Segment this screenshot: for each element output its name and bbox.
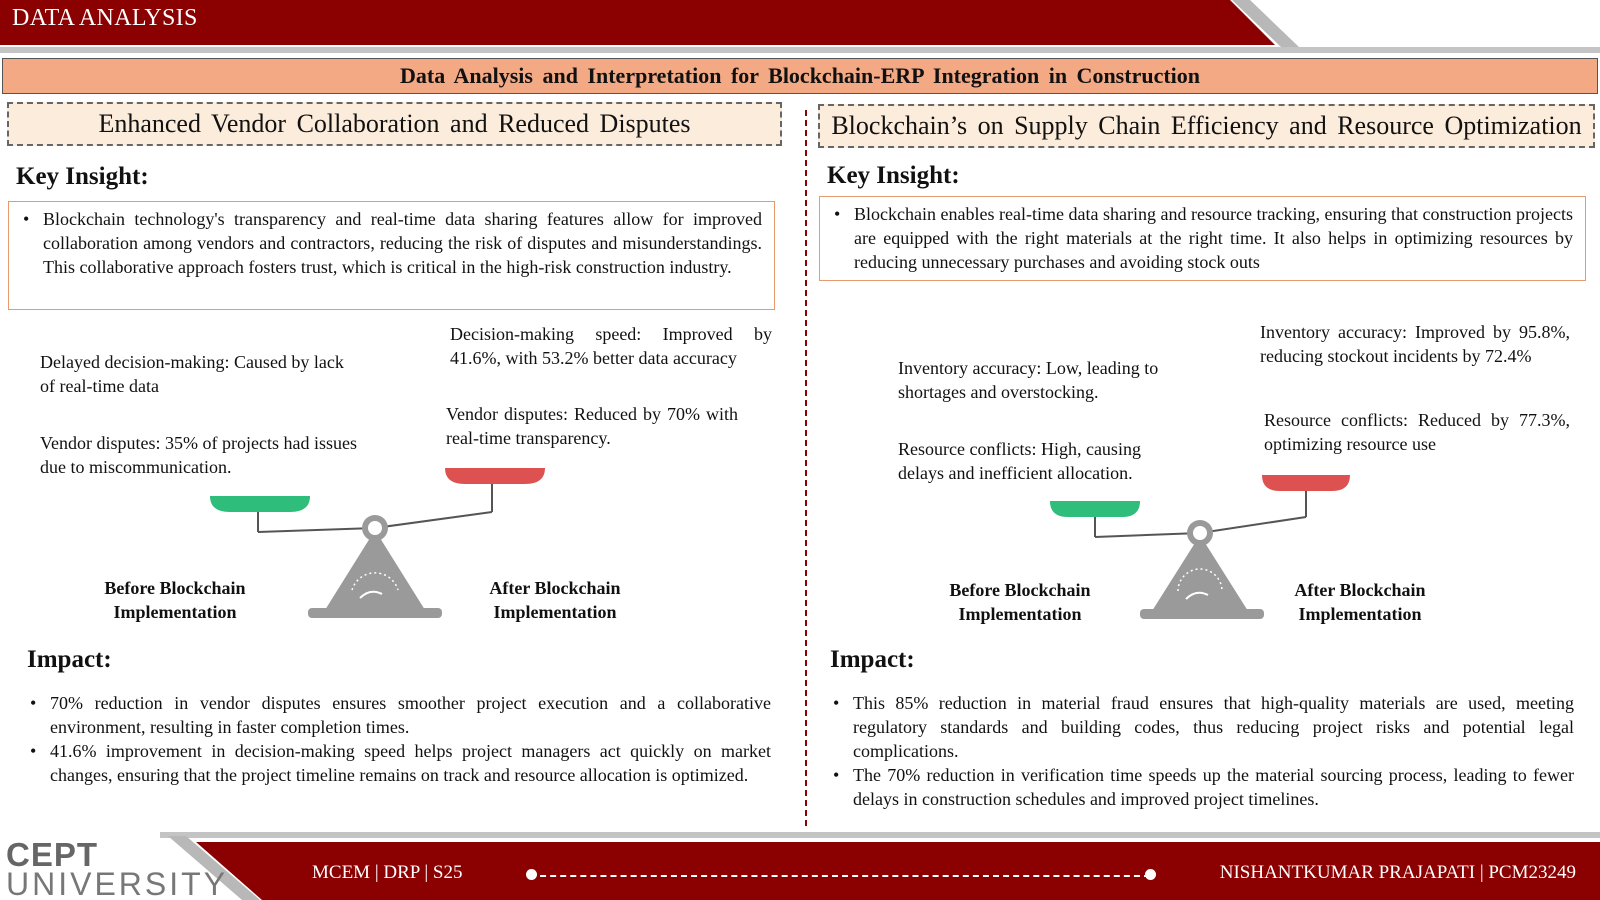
top-banner <box>0 0 1600 60</box>
timeline-line <box>530 875 1150 877</box>
column-divider <box>805 110 807 826</box>
logo-text-bottom: UNIVERSITY <box>6 866 229 900</box>
left-impact-title: Impact: <box>27 646 112 673</box>
right-after-label: After Blockchain Implementation <box>1294 580 1426 624</box>
right-key-insight-title: Key Insight: <box>827 162 960 189</box>
left-key-insight-text: • Blockchain technology's transparency and real-time data sharing features allow for improved collaboration among vendors and contractors, reducing the risk of disputes and misunderstandings. This collaborative approach fosters trust, which is critical in the high-risk construction industry. <box>21 207 762 279</box>
left-before-label: Before Blockchain Implementation <box>104 578 246 622</box>
right-before-label: Before Blockchain Implementation <box>949 580 1091 624</box>
list-item: • This 85% reduction in material fraud ensures that high-quality materials are used, meeting regulatory standards and building codes, thus reducing project risks and potential legal complications. <box>831 691 1574 763</box>
timeline-end-dot <box>1145 869 1156 880</box>
section-label: DATA ANALYSIS <box>12 5 198 31</box>
left-before-point-1: Delayed decision-making: Caused by lack of real-time data <box>40 352 344 396</box>
right-panel-heading: Blockchain’s on Supply Chain Efficiency and Resource Optimization <box>818 104 1595 148</box>
right-key-insight-text: • Blockchain enables real-time data sharing and resource tracking, ensuring that construction projects are equipped with the right materials at the right time. It also helps in optimizing resources by reducing unnecessary purchases and avoiding stock outs <box>832 202 1573 274</box>
left-key-insight-title: Key Insight: <box>16 163 149 190</box>
left-after-point-1: Decision-making speed: Improved by 41.6%, with 53.2% better data accuracy <box>450 324 772 368</box>
left-impact-list <box>28 691 771 787</box>
cept-university-logo <box>6 836 229 900</box>
right-after-point-2: Resource conflicts: Reduced by 77.3%, optimizing resource use <box>1264 410 1570 454</box>
right-key-insight-box <box>819 196 1586 281</box>
logo-text-top: CEPT <box>6 836 99 873</box>
left-key-insight-box <box>8 201 775 310</box>
left-after-point-2: Vendor disputes: Reduced by 70% with real-time transparency. <box>446 404 738 448</box>
left-before-point-2: Vendor disputes: 35% of projects had issues due to miscommunication. <box>40 433 357 477</box>
page-title: Data Analysis and Interpretation for Blockchain-ERP Integration in Construction <box>2 58 1598 94</box>
right-before-point-2: Resource conflicts: High, causing delays and inefficient allocation. <box>898 439 1141 483</box>
right-impact-title: Impact: <box>830 646 915 673</box>
right-impact-list <box>831 691 1574 811</box>
left-panel-heading: Enhanced Vendor Collaboration and Reduced Disputes <box>7 102 782 146</box>
right-after-point-1: Inventory accuracy: Improved by 95.8%, reducing stockout incidents by 72.4% <box>1260 322 1570 366</box>
left-after-label: After Blockchain Implementation <box>489 578 621 622</box>
list-item: • 41.6% improvement in decision-making speed helps project managers act quickly on market changes, ensuring that the project timeline remains on track and resource allocation is optimized. <box>28 739 771 787</box>
right-before-point-1: Inventory accuracy: Low, leading to shortages and overstocking. <box>898 358 1159 402</box>
list-item: • 70% reduction in vendor disputes ensures smoother project execution and a collaborative environment, resulting in faster completion times. <box>28 691 771 739</box>
list-item: • The 70% reduction in verification time speeds up the material sourcing process, leading to fewer delays in construction schedules and improved project timelines. <box>831 763 1574 811</box>
author-name: NISHANTKUMAR PRAJAPATI | PCM23249 <box>1219 862 1576 883</box>
course-code: MCEM | DRP | S25 <box>312 862 463 883</box>
